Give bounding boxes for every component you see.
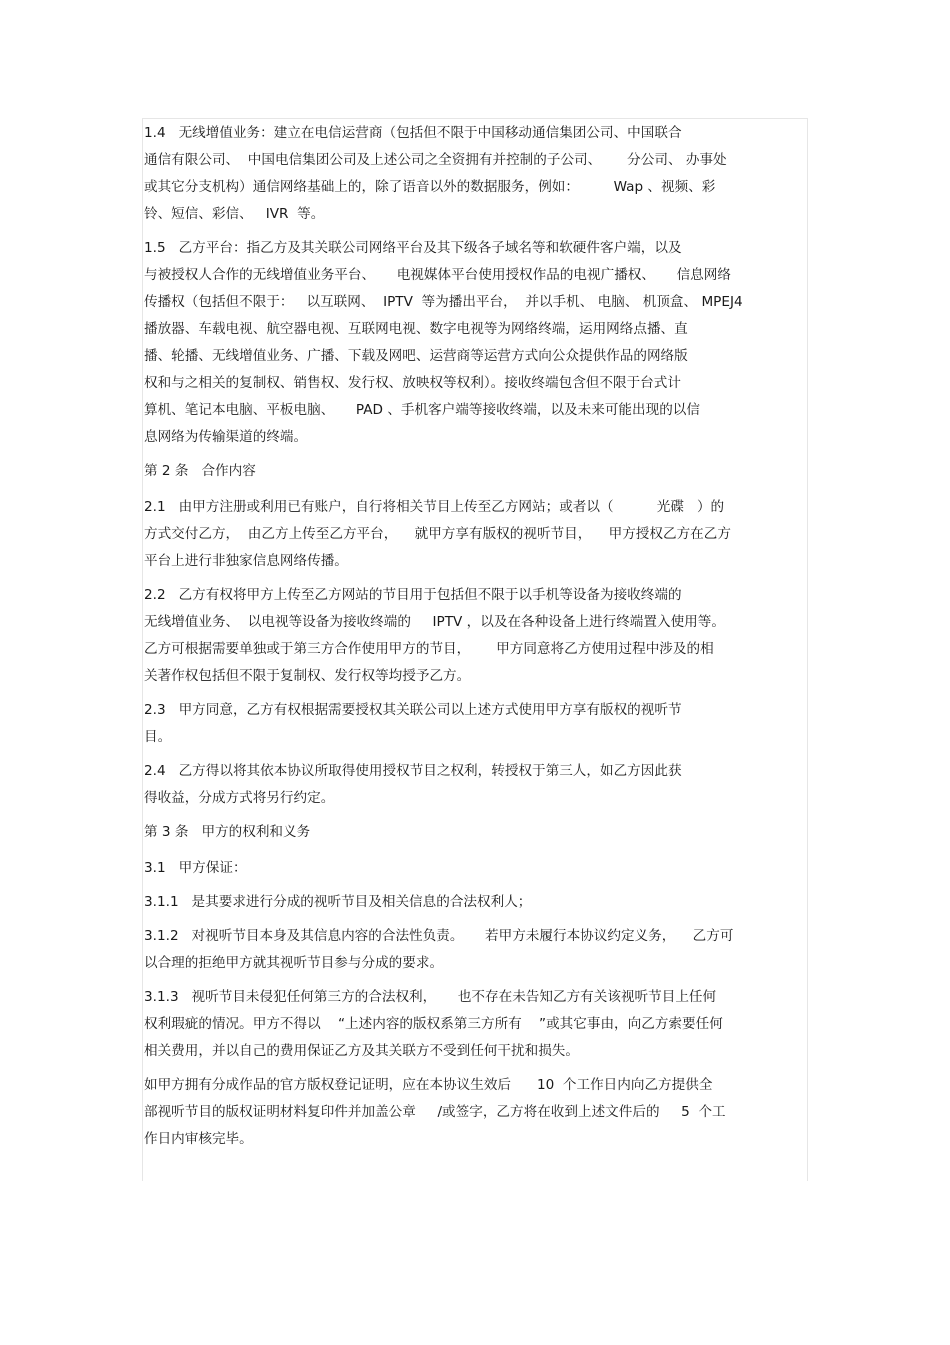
text-line: 息网络为传输渠道的终端。 [144, 429, 308, 445]
text-line: 平台上进行非独家信息网络传播。 [144, 553, 348, 569]
clause-2-1 [144, 494, 804, 575]
text-line: 与被授权人合作的无线增值业务平台、 电视媒体平台使用授权作品的电视广播权、 信息网络 [144, 267, 731, 283]
text-line: 目。 [144, 729, 172, 745]
clause-2-3 [144, 697, 804, 751]
text-line: 1.5 乙方平台：指乙方及其关联公司网络平台及其下级各子域名等和软硬件客户端，以及 [144, 240, 682, 256]
text-line: 算机、笔记本电脑、平板电脑、 PAD 、手机客户端等接收终端，以及未来可能出现的以信 [144, 402, 700, 418]
text-line: 如甲方拥有分成作品的官方版权登记证明，应在本协议生效后 10 个工作日内向乙方提供全 [144, 1077, 713, 1093]
article-2-heading [144, 458, 804, 485]
clause-3-1-1 [144, 889, 804, 916]
text-line: 铃、短信、彩信、 IVR 等。 [144, 206, 325, 222]
clause-3-1-2 [144, 923, 804, 977]
text-line: 无线增值业务、 以电视等设备为接收终端的 IPTV ，以及在各种设备上进行终端置入使用等。 [144, 614, 725, 630]
text-line: 权利瑕疵的情况。甲方不得以 “上述内容的版权系第三方所有 ”或其它事由，向乙方索要任何 [144, 1016, 723, 1032]
text-line: 2.1 由甲方注册或利用已有账户，自行将相关节目上传至乙方网站；或者以（ 光碟 ）的 [144, 499, 725, 515]
text-line: 通信有限公司、 中国电信集团公司及上述公司之全资拥有并控制的子公司、 分公司、 办事处 [144, 152, 727, 168]
text-line: 2.4 乙方得以将其依本协议所取得使用授权节目之权利，转授权于第三人，如乙方因此获 [144, 763, 682, 779]
copyright-certificate-paragraph [144, 1072, 804, 1153]
text-line: 或其它分支机构）通信网络基础上的，除了语音以外的数据服务，例如： Wap 、视频、彩 [144, 179, 716, 195]
article-3-heading [144, 819, 804, 846]
text-line: 第 2 条 合作内容 [144, 463, 256, 479]
text-line: 3.1.3 视听节目未侵犯任何第三方的合法权利， 也不存在未告知乙方有关该视听节目上任何 [144, 989, 717, 1005]
text-line: 乙方可根据需要单独或于第三方合作使用甲方的节目， 甲方同意将乙方使用过程中涉及的相 [144, 641, 714, 657]
text-line: 传播权（包括但不限于： 以互联网、 IPTV 等为播出平台， 并以手机、 电脑、 机顶盒、 MPEJ4 [144, 294, 743, 310]
text-line: 以合理的拒绝甲方就其视听节目参与分成的要求。 [144, 955, 444, 971]
text-line: 3.1.1 是其要求进行分成的视听节目及相关信息的合法权利人； [144, 894, 532, 910]
text-line: 作日内审核完毕。 [144, 1131, 253, 1147]
clause-2-4 [144, 758, 804, 812]
clause-2-2 [144, 582, 804, 690]
text-line: 播放器、车载电视、航空器电视、互联网电视、数字电视等为网络终端，运用网络点播、直 [144, 321, 688, 337]
clause-3-1-3 [144, 984, 804, 1065]
text-line: 1.4 无线增值业务：建立在电信运营商（包括但不限于中国移动通信集团公司、中国联合 [144, 125, 682, 141]
text-line: 相关费用，并以自己的费用保证乙方及其关联方不受到任何干扰和损失。 [144, 1043, 579, 1059]
text-line: 得收益，分成方式将另行约定。 [144, 790, 335, 806]
clause-1-4 [144, 120, 804, 228]
text-line: 播、轮播、无线增值业务、广播、下载及网吧、运营商等运营方式向公众提供作品的网络版 [144, 348, 688, 364]
clause-1-5 [144, 235, 804, 451]
text-line: 方式交付乙方， 由乙方上传至乙方平台， 就甲方享有版权的视听节目， 甲方授权乙方在乙方 [144, 526, 731, 542]
text-line: 权和与之相关的复制权、销售权、发行权、放映权等权利）。接收终端包含但不限于台式计 [144, 375, 681, 391]
text-line: 关著作权包括但不限于复制权、发行权等均授予乙方。 [144, 668, 471, 684]
text-line: 部视听节目的版权证明材料复印件并加盖公章 /或签字，乙方将在收到上述文件后的 5 个工 [144, 1104, 726, 1120]
document-body [144, 120, 804, 1160]
clause-3-1 [144, 855, 804, 882]
text-line: 第 3 条 甲方的权利和义务 [144, 824, 311, 840]
text-line: 3.1.2 对视听节目本身及其信息内容的合法性负责。 若甲方未履行本协议约定义务， 乙方可 [144, 928, 734, 944]
text-line: 2.2 乙方有权将甲方上传至乙方网站的节目用于包括但不限于以手机等设备为接收终端的 [144, 587, 682, 603]
text-line: 2.3 甲方同意，乙方有权根据需要授权其关联公司以上述方式使用甲方享有版权的视听节 [144, 702, 682, 718]
text-line: 3.1 甲方保证： [144, 860, 247, 876]
